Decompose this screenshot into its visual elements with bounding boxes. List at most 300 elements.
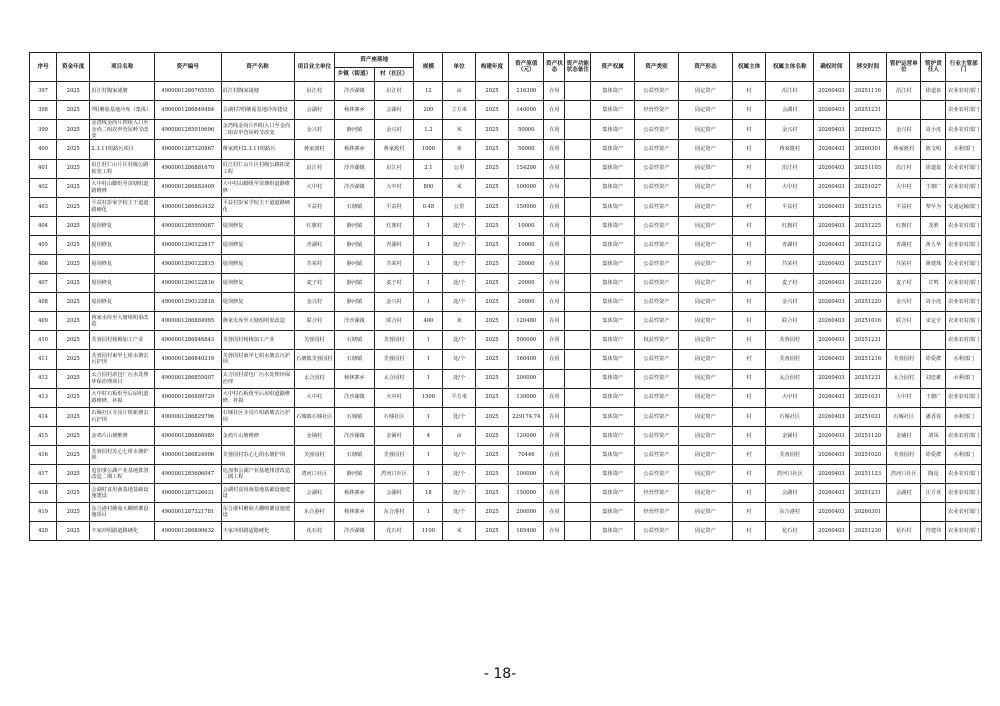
cell-owner-unit: 太合园村 (294, 369, 335, 388)
cell-asset-code: 4900001285606047 (154, 465, 221, 484)
cell-project-name: 大中村石板组至后屋组道路维修、补损 (90, 388, 155, 407)
cell-year: 2025 (57, 235, 90, 254)
cell-delivery-time: 20251212 (849, 235, 886, 254)
cell-asset-code: 4900001286881670 (154, 159, 221, 178)
cell-responsible: 甘鸣 (921, 274, 946, 293)
cell-township: 杨林寨乡 (335, 484, 375, 503)
cell-value: 120480 (509, 312, 544, 331)
cell-year: 2025 (57, 120, 90, 140)
cell-village: 石墟社区 (374, 407, 414, 426)
cell-build-year: 2025 (475, 293, 508, 312)
table-row (30, 407, 982, 426)
cell-owner-subject-name: 太合园村 (766, 369, 814, 388)
cell-dept: 农业农村部门 (946, 101, 982, 120)
cell-asset-code: 4900001290122815 (154, 254, 221, 273)
cell-owner-subject-name: 联合村 (766, 312, 814, 331)
header-year: 资金年度 (57, 53, 90, 82)
cell-asset-name: 堤坝修复 (221, 216, 294, 235)
cell-asset-code: 4900001286889729 (154, 388, 221, 407)
cell-owner-unit: 沿江村 (294, 159, 335, 178)
cell-function-status (565, 369, 591, 388)
cell-scale: 1 (414, 465, 443, 484)
cell-manage-unit: 金兴村 (887, 120, 921, 140)
cell-scale: 0.48 (414, 197, 443, 216)
cell-year: 2025 (57, 293, 90, 312)
cell-scale: 4 (414, 426, 443, 445)
cell-village: 红旗村 (374, 216, 414, 235)
header-asset-name: 资产名称 (221, 53, 294, 82)
cell-status: 在用 (544, 407, 565, 426)
cell-status: 在用 (544, 465, 565, 484)
cell-owner-subject-name: 沿江村 (766, 82, 814, 101)
cell-scale: 400 (414, 312, 443, 331)
cell-manage-unit: 麦子村 (887, 274, 921, 293)
cell-project-name: 2.3.11组路污项目 (90, 140, 155, 159)
cell-asset-name: 堤坝修复 (221, 254, 294, 273)
cell-value: 10000 (509, 216, 544, 235)
cell-form: 固定资产 (678, 178, 732, 197)
cell-delivery-time: 20251231 (849, 369, 886, 388)
cell-ownership: 集体资产 (591, 503, 635, 522)
cell-ownership: 集体资产 (591, 293, 635, 312)
cell-status: 在用 (544, 274, 565, 293)
cell-function-status (565, 503, 591, 522)
cell-responsible: 黄五华 (921, 235, 946, 254)
cell-form: 固定资产 (678, 120, 732, 140)
cell-village: 湾河口社区 (374, 465, 414, 484)
cell-function-status (565, 274, 591, 293)
cell-ownership: 集体资产 (591, 445, 635, 464)
cell-unit: 米 (443, 312, 475, 331)
cell-dept: 农业农村部门 (946, 159, 982, 178)
cell-dept: 交通运输部门 (946, 197, 982, 216)
cell-confirm-time: 20260403 (814, 140, 849, 159)
cell-asset-code: 4900001290122817 (154, 235, 221, 254)
cell-project-name: 堤坝修复 (90, 293, 155, 312)
cell-category: 公益性资产 (635, 522, 679, 541)
cell-build-year: 2025 (475, 274, 508, 293)
cell-category: 公益性资产 (635, 82, 679, 101)
cell-owner-subject: 村 (732, 407, 765, 426)
cell-owner-unit: 麦子村 (294, 274, 335, 293)
cell-unit: 处/个 (443, 350, 475, 369)
cell-function-status (565, 140, 591, 159)
cell-responsible (921, 503, 946, 522)
table-row (30, 159, 982, 178)
cell-owner-unit: 花石村 (294, 522, 335, 541)
cell-dept: 农业农村部门 (946, 426, 982, 445)
cell-village: 东合港村 (374, 503, 414, 522)
cell-manage-unit: 红旗村 (887, 216, 921, 235)
cell-form: 固定资产 (678, 369, 732, 388)
cell-owner-subject: 村 (732, 503, 765, 522)
cell-responsible: 陈文明 (921, 140, 946, 159)
cell-form: 固定资产 (678, 426, 732, 445)
cell-year: 2025 (57, 503, 90, 522)
cell-year: 2025 (57, 312, 90, 331)
cell-responsible: 周小虎 (921, 120, 946, 140)
cell-form: 固定资产 (678, 216, 732, 235)
cell-village: 联合村 (374, 312, 414, 331)
cell-owner-unit: 联合村 (294, 312, 335, 331)
cell-form: 固定资产 (678, 312, 732, 331)
cell-manage-unit: 青湖村 (887, 235, 921, 254)
cell-owner-unit: 金兴村 (294, 120, 335, 140)
cell-value: 120000 (509, 426, 544, 445)
table-row (30, 503, 982, 522)
cell-ownership: 集体资产 (591, 312, 635, 331)
cell-dept: 农业农村部门 (946, 503, 982, 522)
cell-township: 洋沙湖镇 (335, 159, 375, 178)
cell-build-year: 2025 (475, 178, 508, 197)
header-delivery-time: 移交时间 (849, 53, 886, 82)
cell-value: 20000 (509, 274, 544, 293)
cell-scale: 1 (414, 274, 443, 293)
cell-status: 在用 (544, 178, 565, 197)
cell-category: 公益性资产 (635, 388, 679, 407)
cell-ownership: 集体资产 (591, 369, 635, 388)
cell-responsible: 潘香春 (921, 407, 946, 426)
cell-category: 经营性资产 (635, 484, 679, 503)
cell-confirm-time: 20260403 (814, 331, 849, 350)
cell-owner-subject-name: 红旗村 (766, 216, 814, 235)
cell-manage-unit (887, 331, 921, 350)
cell-dept: 水利部门 (946, 140, 982, 159)
cell-delivery-time: 20251217 (849, 254, 886, 273)
cell-delivery-time: 20251229 (849, 274, 886, 293)
cell-ownership: 集体资产 (591, 235, 635, 254)
cell-township: 石塘镇 (335, 331, 375, 350)
cell-owner-unit: 平益村 (294, 197, 335, 216)
cell-owner-subject: 村 (732, 331, 765, 350)
cell-function-status (565, 178, 591, 197)
header-ownership: 资产权属 (591, 53, 635, 82)
cell-village: 沿江村 (374, 159, 414, 178)
cell-responsible: 龙胜 (921, 216, 946, 235)
cell-asset-name: 丰家冲组路道路硬化 (221, 522, 294, 541)
cell-year: 2025 (57, 331, 90, 350)
cell-seq: 409 (30, 312, 57, 331)
cell-year: 2025 (57, 216, 90, 235)
cell-category: 公益性资产 (635, 120, 679, 140)
cell-seq: 415 (30, 426, 57, 445)
cell-project-name: 金湾线金尚片四组入口至金尚二组农申营屋岭节改变 (90, 120, 155, 140)
cell-function-status (565, 522, 591, 541)
cell-delivery-time: 20251231 (849, 484, 886, 503)
cell-responsible: 王朝广 (921, 178, 946, 197)
cell-dept: 农业农村部门 (946, 293, 982, 312)
cell-scale: 1 (414, 293, 443, 312)
cell-owner-subject-name: 蒋家渡村 (766, 140, 814, 159)
cell-township: 静河镇 (335, 216, 375, 235)
cell-project-name: 堤坝修复 (90, 274, 155, 293)
cell-manage-unit: 蒋家渡村 (887, 140, 921, 159)
cell-value: 100000 (509, 178, 544, 197)
cell-manage-unit: 平益村 (887, 197, 921, 216)
cell-responsible: 徐道泉 (921, 159, 946, 178)
cell-form: 固定资产 (678, 407, 732, 426)
cell-form: 固定资产 (678, 503, 732, 522)
cell-responsible (921, 101, 946, 120)
cell-dept: 农业农村部门 (946, 216, 982, 235)
cell-build-year: 2025 (475, 484, 508, 503)
table-row (30, 445, 982, 464)
cell-dept: 农业农村部门 (946, 120, 982, 140)
cell-seq: 410 (30, 331, 57, 350)
cell-build-year: 2025 (475, 101, 508, 120)
cell-owner-subject-name: 芙蓉园村 (766, 350, 814, 369)
cell-scale: 200 (414, 101, 443, 120)
cell-category: 公益性资产 (635, 254, 679, 273)
cell-confirm-time: 20260403 (814, 120, 849, 140)
page-number: - 18- (483, 666, 517, 682)
cell-delivery-time: 20251027 (849, 178, 886, 197)
cell-owner-subject: 村 (732, 369, 765, 388)
cell-value: 10000 (509, 235, 544, 254)
cell-manage-unit: 石墟社区 (887, 407, 921, 426)
cell-value: 160400 (509, 350, 544, 369)
cell-ownership: 集体资产 (591, 426, 635, 445)
cell-scale: 1100 (414, 522, 443, 541)
cell-confirm-time: 20260403 (814, 426, 849, 445)
cell-status: 在用 (544, 254, 565, 273)
cell-dept: 水利部门 (946, 369, 982, 388)
table-row (30, 465, 982, 484)
cell-build-year: 2025 (475, 331, 508, 350)
cell-build-year: 2025 (475, 120, 508, 140)
cell-village: 蒋家渡村 (374, 140, 414, 159)
cell-village: 共荣村 (374, 254, 414, 273)
header-owner-subject: 权属主体 (732, 53, 765, 82)
cell-confirm-time: 20260403 (814, 350, 849, 369)
cell-village: 大中村 (374, 388, 414, 407)
cell-function-status (565, 407, 591, 426)
cell-responsible: 宋定全 (921, 312, 946, 331)
cell-project-name: 太合园村淤包厂污水处理环保治理项目 (90, 369, 155, 388)
cell-seq: 402 (30, 178, 57, 197)
cell-owner-unit: 芙蓉园村 (294, 331, 335, 350)
cell-year: 2025 (57, 465, 90, 484)
cell-project-name: 堤坝修复 (90, 216, 155, 235)
cell-category: 公益性资产 (635, 350, 679, 369)
cell-dept: 农业农村部门 (946, 484, 982, 503)
cell-form: 固定资产 (678, 254, 732, 273)
cell-project-name: 芙蓉园村杨梅加工产业 (90, 331, 155, 350)
cell-form: 固定资产 (678, 274, 732, 293)
cell-owner-unit: 会湖村 (294, 101, 335, 120)
cell-value: 150000 (509, 197, 544, 216)
cell-village: 芙蓉园村 (374, 350, 414, 369)
cell-status: 在用 (544, 216, 565, 235)
cell-value: 185400 (509, 522, 544, 541)
cell-unit: 平方米 (443, 388, 475, 407)
cell-village: 沿江村 (374, 82, 414, 101)
cell-build-year: 2025 (475, 522, 508, 541)
cell-build-year: 2025 (475, 235, 508, 254)
cell-township: 静河镇 (335, 293, 375, 312)
cell-ownership: 集体资产 (591, 350, 635, 369)
cell-owner-subject-name: 金兴村 (766, 120, 814, 140)
cell-dept: 农业农村部门 (946, 465, 982, 484)
cell-delivery-time: 20251225 (849, 216, 886, 235)
table-row (30, 101, 982, 120)
cell-function-status (565, 293, 591, 312)
cell-responsible: 王朝广 (921, 388, 946, 407)
cell-confirm-time: 20260403 (814, 254, 849, 273)
cell-status: 在用 (544, 312, 565, 331)
cell-delivery-time: 20251016 (849, 312, 886, 331)
cell-manage-unit: 芙蓉园村 (887, 445, 921, 464)
header-dept: 行业主管部门 (946, 53, 982, 82)
cell-asset-code: 4900001287320867 (154, 140, 221, 159)
cell-responsible: 陶昆 (921, 465, 946, 484)
cell-owner-subject: 村 (732, 293, 765, 312)
cell-owner-subject-name: 平益村 (766, 197, 814, 216)
cell-asset-name: 芙蓉园村苏心七组水塘护坝 (221, 445, 294, 464)
cell-unit: 米 (443, 120, 475, 140)
cell-category: 经营性资产 (635, 101, 679, 120)
cell-status: 在用 (544, 140, 565, 159)
cell-scale: 2.1 (414, 159, 443, 178)
cell-delivery-time: 20251216 (849, 350, 886, 369)
cell-seq: 419 (30, 503, 57, 522)
cell-project-name: 东合港村蘑菇大棚喷灌设施项目 (90, 503, 155, 522)
cell-seq: 404 (30, 216, 57, 235)
cell-owner-subject: 村 (732, 426, 765, 445)
cell-village: 花石村 (374, 522, 414, 541)
table-row (30, 293, 982, 312)
cell-project-name: 大中村山脚组至苗塘组道路维修 (90, 178, 155, 197)
cell-owner-subject: 村 (732, 465, 765, 484)
cell-value: 216300 (509, 82, 544, 101)
cell-owner-subject: 村 (732, 120, 765, 140)
cell-category: 公益性资产 (635, 293, 679, 312)
cell-year: 2025 (57, 101, 90, 120)
cell-ownership: 集体资产 (591, 254, 635, 273)
cell-asset-name: 堤坝修复 (221, 235, 294, 254)
cell-owner-subject: 村 (732, 312, 765, 331)
cell-responsible: 蒋建珠 (921, 254, 946, 273)
cell-owner-subject: 村 (732, 445, 765, 464)
cell-function-status (565, 197, 591, 216)
header-confirm-time: 确权时间 (814, 53, 849, 82)
cell-asset-code: 4900001286846843 (154, 331, 221, 350)
cell-confirm-time: 20260403 (814, 312, 849, 331)
header-form: 资产形态 (678, 53, 732, 82)
cell-owner-subject-name: 东合港村 (766, 503, 814, 522)
cell-owner-unit: 芙蓉园村 (294, 445, 335, 464)
cell-dept: 水利部门 (946, 407, 982, 426)
cell-seq: 416 (30, 445, 57, 464)
cell-manage-unit: 金兴村 (887, 293, 921, 312)
cell-asset-name: 蒋家渡村2.3.11组路污 (221, 140, 294, 159)
cell-value: 500000 (509, 331, 544, 350)
cell-value: 70446 (509, 445, 544, 464)
cell-scale: 18 (414, 484, 443, 503)
cell-scale: 1.2 (414, 120, 443, 140)
cell-owner-unit: 湾河口社区 (294, 465, 335, 484)
header-build-year: 构建年度 (475, 53, 508, 82)
cell-manage-unit: 联合村 (887, 312, 921, 331)
cell-seq: 403 (30, 197, 57, 216)
cell-form: 固定资产 (678, 140, 732, 159)
cell-ownership: 集体资产 (591, 274, 635, 293)
cell-status: 在用 (544, 101, 565, 120)
cell-owner-subject: 村 (732, 484, 765, 503)
cell-owner-subject-name: 共荣村 (766, 254, 814, 273)
cell-responsible: 徐道泉 (921, 82, 946, 101)
table-row (30, 331, 982, 350)
header-scale: 规模 (414, 53, 443, 82)
cell-seq: 412 (30, 369, 57, 388)
cell-manage-unit: 沿江村 (887, 82, 921, 101)
cell-confirm-time: 20260403 (814, 101, 849, 120)
cell-function-status (565, 331, 591, 350)
cell-asset-name: 金鸡片山塘维修 (221, 426, 294, 445)
cell-village: 芙蓉园村 (374, 445, 414, 464)
cell-asset-code: 4900001285959087 (154, 216, 221, 235)
cell-ownership: 集体资产 (591, 331, 635, 350)
cell-status: 在用 (544, 120, 565, 140)
cell-dept: 农业农村部门 (946, 522, 982, 541)
cell-owner-subject: 村 (732, 140, 765, 159)
table-row (30, 254, 982, 273)
cell-project-name: 石墟社区寺岗片组新塘去污护坝 (90, 407, 155, 426)
header-location: 资产座落地 (335, 53, 414, 68)
cell-delivery-time: 20251230 (849, 522, 886, 541)
cell-category: 公益性资产 (635, 369, 679, 388)
cell-unit: 亩 (443, 426, 475, 445)
cell-owner-subject-name: 金兴村 (766, 293, 814, 312)
cell-seq: 420 (30, 522, 57, 541)
cell-value: 150000 (509, 484, 544, 503)
cell-seq: 397 (30, 82, 57, 101)
cell-form: 固定资产 (678, 465, 732, 484)
cell-dept: 水利部门 (946, 350, 982, 369)
cell-asset-name: 芙蓉园村杨梅加工产业 (221, 331, 294, 350)
cell-asset-code: 4900001286883409 (154, 178, 221, 197)
cell-value: 140000 (509, 101, 544, 120)
cell-confirm-time: 20260403 (814, 445, 849, 464)
cell-owner-unit: 东合港村 (294, 503, 335, 522)
cell-seq: 399 (30, 120, 57, 140)
cell-project-name: 沿江村仁山片区村级公路拓宽工程 (90, 159, 155, 178)
cell-confirm-time: 20260403 (814, 274, 849, 293)
cell-project-name: 蒋家水库至大塘组明渠改造 (90, 312, 155, 331)
header-function-status: 资产功能状态备注 (565, 53, 591, 82)
cell-value: 130000 (509, 388, 544, 407)
cell-owner-subject: 村 (732, 350, 765, 369)
cell-form: 固定资产 (678, 235, 732, 254)
cell-status (544, 369, 565, 388)
cell-township: 石塘镇 (335, 445, 375, 464)
cell-village: 会湖村 (374, 101, 414, 120)
cell-project-name: 堤坝修复 (90, 235, 155, 254)
header-responsible: 管护责任人 (921, 53, 946, 82)
cell-build-year: 2025 (475, 465, 508, 484)
cell-dept: 农业农村部门 (946, 388, 982, 407)
cell-asset-name: 大中村山脚组至苗塘组道路维修 (221, 178, 294, 197)
cell-build-year: 2025 (475, 445, 508, 464)
cell-status: 在用 (544, 388, 565, 407)
table-body (30, 82, 982, 541)
cell-seq: 398 (30, 101, 57, 120)
cell-scale: 1 (414, 445, 443, 464)
cell-village: 平益村 (374, 197, 414, 216)
cell-category: 公益性资产 (635, 140, 679, 159)
cell-owner-subject-name: 湾河口社区 (766, 465, 814, 484)
cell-year: 2025 (57, 522, 90, 541)
